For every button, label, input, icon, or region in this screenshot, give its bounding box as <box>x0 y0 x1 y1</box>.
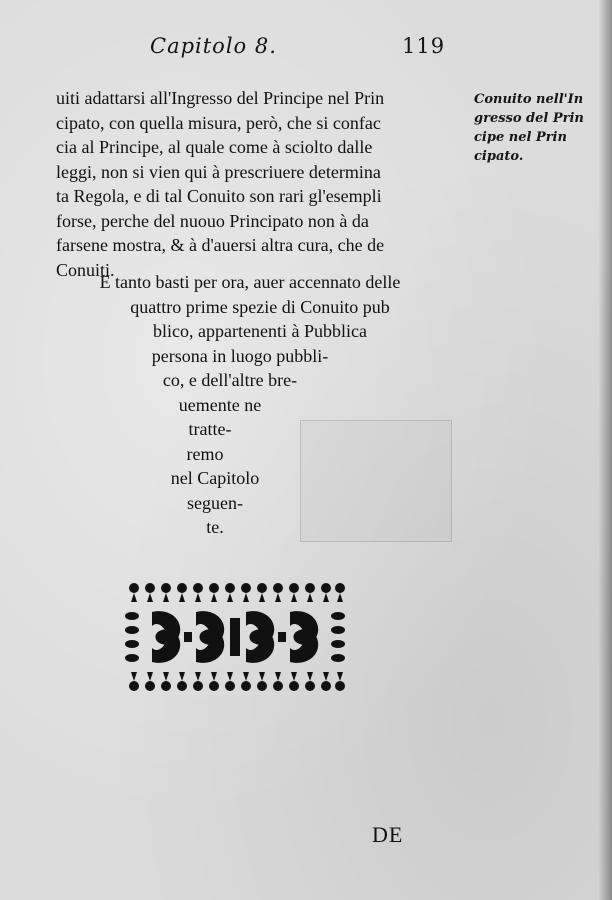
body-paragraph <box>56 86 456 282</box>
closing-line: blico, appartenenti à Pubblica <box>153 321 367 341</box>
closing-line: persona in luogo pubbli- <box>151 345 329 366</box>
marginal-line: cipe nel Prin <box>474 130 567 145</box>
woodcut-ornament-icon <box>122 578 348 696</box>
closing-line: E tanto basti per ora, auer accennato delle <box>99 272 401 292</box>
page-number: 119 <box>402 34 446 58</box>
running-head: Capitolo 8. <box>150 34 277 58</box>
closing-line: remo <box>186 443 224 464</box>
marginal-line: Conuito nell'In <box>474 92 584 107</box>
closing-line: quattro prime spezie di Conuito pub <box>130 296 390 317</box>
catchword: DE <box>372 822 404 847</box>
closing-paragraph <box>40 270 480 540</box>
page-edge-shadow <box>598 0 612 900</box>
closing-line: seguen- <box>187 492 243 513</box>
closing-line: tratte- <box>188 419 232 439</box>
closing-line: nel Capitolo <box>170 468 260 488</box>
marginal-line: gresso del Prin <box>474 111 584 126</box>
body-line: uiti adattarsi all'Ingresso del Principe nel Prin <box>56 88 385 108</box>
closing-line: uemente ne <box>178 394 262 415</box>
body-line: Conuiti. <box>56 259 115 280</box>
body-line: cipato, con quella misura, però, che si confac <box>56 112 381 133</box>
body-line: cia al Principe, al quale come à sciolto dalle <box>56 137 373 157</box>
body-line: farsene mostra, & à d'auersi altra cura, che de <box>56 235 385 255</box>
body-line: forse, perche del nuouo Principato non à da <box>56 210 369 231</box>
marginal-note <box>474 90 594 166</box>
marginal-line: cipato. <box>474 149 524 164</box>
body-line: leggi, non si vien qui à prescriuere determina <box>56 161 381 182</box>
closing-line: co, e dell'altre bre- <box>162 370 298 390</box>
body-line: ta Regola, e di tal Conuito son rari gl'esempli <box>56 186 382 206</box>
closing-line: te. <box>206 517 224 537</box>
